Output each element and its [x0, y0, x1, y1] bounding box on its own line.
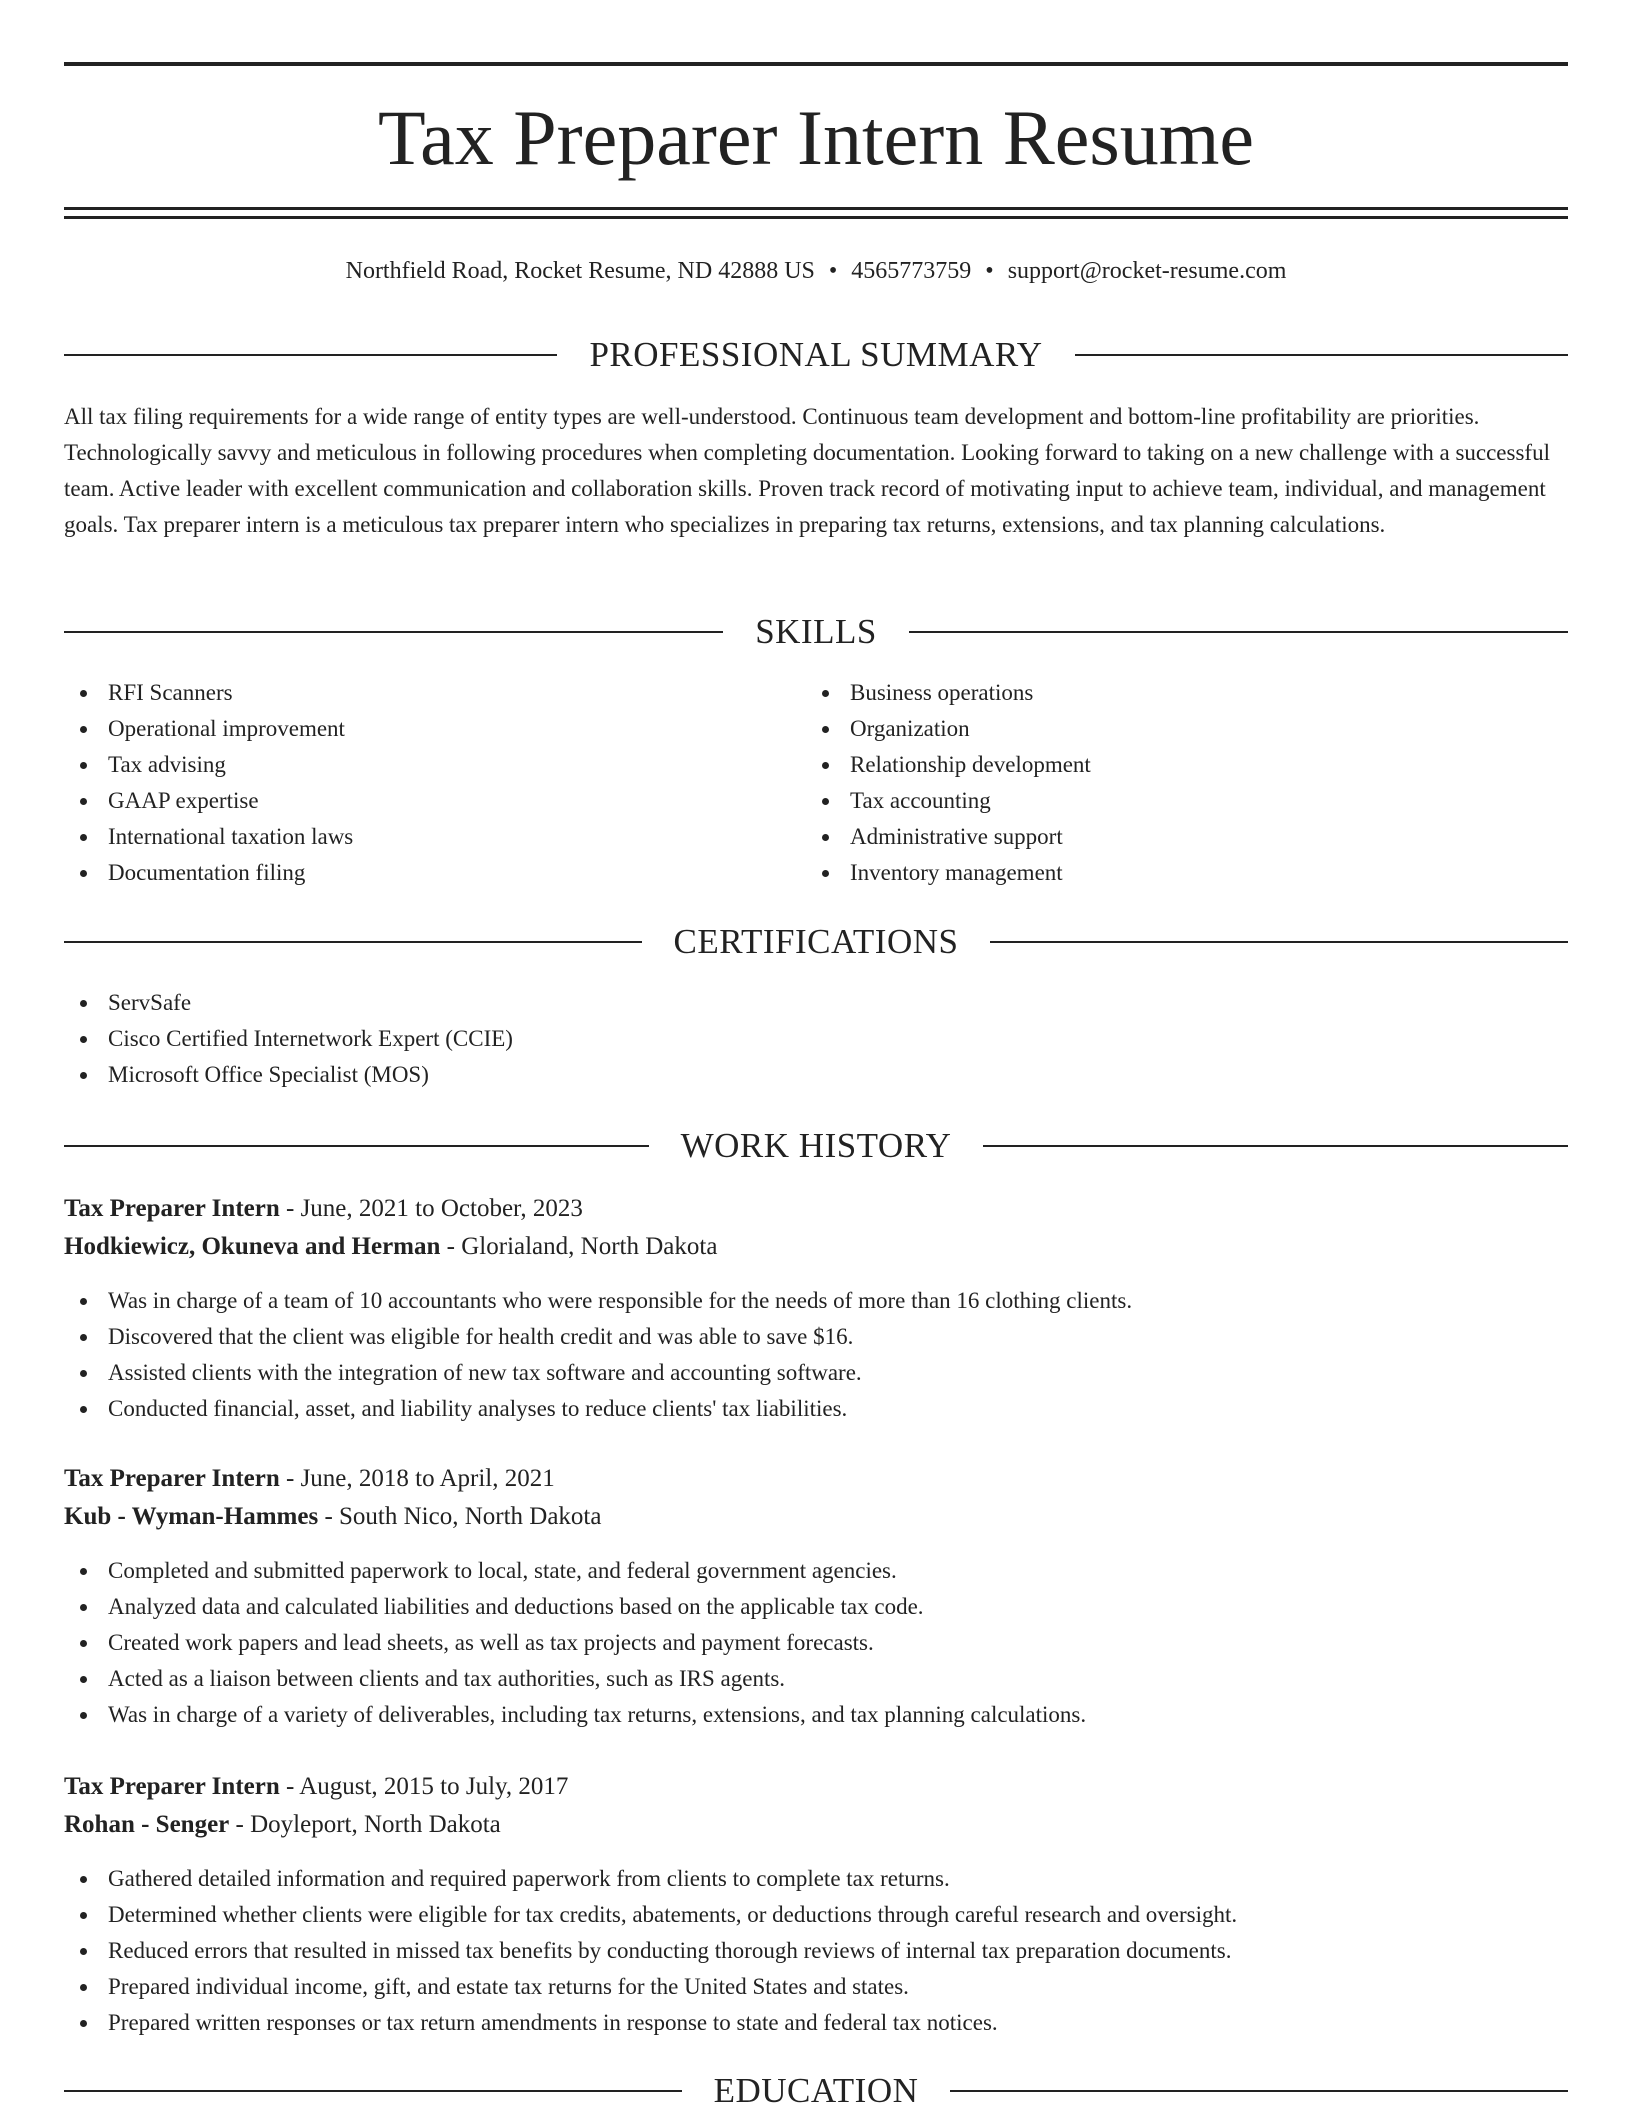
- job-company-line: [64, 1806, 501, 1844]
- list-item: Was in charge of a team of 10 accountants who were responsible for the needs of more than 16 clothing clients.: [64, 1283, 1132, 1319]
- job-title-line: [64, 1460, 555, 1498]
- contact-separator: •: [828, 258, 838, 284]
- contact-address: Northfield Road, Rocket Resume, ND 42888 US: [345, 258, 815, 284]
- section-heading-education: [64, 2069, 1568, 2113]
- section-heading-summary: [64, 333, 1568, 377]
- section-title: EDUCATION: [713, 2071, 919, 2110]
- list-item: Reduced errors that resulted in missed tax benefits by conducting thorough reviews of internal tax preparation documents.: [64, 1933, 1237, 1969]
- resume-title: Tax Preparer Intern Resume: [377, 94, 1254, 181]
- list-item: Business operations: [806, 675, 1091, 711]
- section-title: PROFESSIONAL SUMMARY: [589, 335, 1043, 374]
- list-item: Organization: [806, 711, 1091, 747]
- section-heading-certifications: [64, 920, 1568, 964]
- list-item: Conducted financial, asset, and liability analyses to reduce clients' tax liabilities.: [64, 1391, 1132, 1427]
- list-item: Inventory management: [806, 855, 1091, 891]
- job-company-line: [64, 1228, 717, 1266]
- job-bullets: [64, 1283, 1132, 1427]
- contact-separator: •: [985, 258, 994, 284]
- list-item: Acted as a liaison between clients and tax authorities, such as IRS agents.: [64, 1661, 1086, 1697]
- contact-line: [64, 254, 1568, 288]
- section-title: SKILLS: [755, 612, 877, 651]
- list-item: Gathered detailed information and required paperwork from clients to complete tax returns.: [64, 1861, 1237, 1897]
- title-rule-upper: [64, 207, 1568, 210]
- list-item: Tax accounting: [806, 783, 1091, 819]
- summary-text: All tax filing requirements for a wide range of entity types are well-understood. Continuous team development and bottom-line profitability are priorities. Technologically savvy and meticulous in following procedures when completing documentation. Looking forward to taking on a new challenge with a successful team. Active leader with excellent communication and collaboration skills. Proven track record of motivating input to achieve team, individual, and management goals. Tax preparer intern is a meticulous tax preparer intern who specializes in preparing tax returns, extensions, and tax planning calculations.: [64, 404, 1550, 537]
- list-item: Tax advising: [64, 747, 353, 783]
- job-company-line: [64, 1498, 601, 1536]
- list-item: Administrative support: [806, 819, 1091, 855]
- job-company: Hodkiewicz, Okuneva and Herman: [64, 1233, 441, 1260]
- list-item: Documentation filing: [64, 855, 353, 891]
- list-item: Completed and submitted paperwork to local, state, and federal government agencies.: [64, 1553, 1086, 1589]
- list-item: Prepared individual income, gift, and estate tax returns for the United States and states.: [64, 1969, 1237, 2005]
- job-title-line: [64, 1190, 583, 1228]
- list-item: GAAP expertise: [64, 783, 353, 819]
- job-location: - South Nico, North Dakota: [318, 1503, 602, 1530]
- job-company: Rohan - Senger: [64, 1811, 230, 1838]
- job-dates: - August, 2015 to July, 2017: [279, 1773, 569, 1800]
- job-title-line: [64, 1768, 568, 1806]
- job-title: Tax Preparer Intern: [64, 1195, 280, 1222]
- top-rule: [64, 62, 1568, 66]
- section-title: CERTIFICATIONS: [673, 922, 959, 961]
- job-location: - Doyleport, North Dakota: [229, 1811, 501, 1838]
- title-rule-lower: [64, 216, 1568, 219]
- list-item: Was in charge of a variety of deliverables, including tax returns, extensions, and tax planning calculations.: [64, 1697, 1086, 1733]
- list-item: Created work papers and lead sheets, as well as tax projects and payment forecasts.: [64, 1625, 1086, 1661]
- list-item: Determined whether clients were eligible for tax credits, abatements, or deductions through careful research and oversight.: [64, 1897, 1237, 1933]
- list-item: Microsoft Office Specialist (MOS): [64, 1057, 513, 1093]
- list-item: Relationship development: [806, 747, 1091, 783]
- list-item: International taxation laws: [64, 819, 353, 855]
- job-dates: - June, 2021 to October, 2023: [279, 1195, 583, 1222]
- job-location: - Glorialand, North Dakota: [440, 1233, 718, 1260]
- skills-list-left: [64, 675, 353, 891]
- list-item: ServSafe: [64, 985, 513, 1021]
- section-title: WORK HISTORY: [680, 1126, 952, 1165]
- list-item: Prepared written responses or tax return amendments in response to state and federal tax notices.: [64, 2005, 1237, 2041]
- contact-email: support@rocket-resume.com: [1007, 258, 1287, 284]
- list-item: Assisted clients with the integration of new tax software and accounting software.: [64, 1355, 1132, 1391]
- job-dates: - June, 2018 to April, 2021: [279, 1465, 555, 1492]
- section-heading-work-history: [64, 1124, 1568, 1168]
- list-item: RFI Scanners: [64, 675, 353, 711]
- job-title: Tax Preparer Intern: [64, 1465, 280, 1492]
- list-item: Cisco Certified Internetwork Expert (CCIE): [64, 1021, 513, 1057]
- list-item: Operational improvement: [64, 711, 353, 747]
- list-item: Discovered that the client was eligible for health credit and was able to save $16.: [64, 1319, 1132, 1355]
- job-bullets: [64, 1861, 1237, 2041]
- contact-phone: 4565773759: [851, 258, 972, 284]
- job-company: Kub - Wyman-Hammes: [64, 1503, 319, 1530]
- section-heading-skills: [64, 610, 1568, 654]
- job-bullets: [64, 1553, 1086, 1733]
- certifications-list: [64, 985, 513, 1093]
- job-title: Tax Preparer Intern: [64, 1773, 280, 1800]
- list-item: Analyzed data and calculated liabilities and deductions based on the applicable tax code.: [64, 1589, 1086, 1625]
- skills-list-right: [806, 675, 1091, 891]
